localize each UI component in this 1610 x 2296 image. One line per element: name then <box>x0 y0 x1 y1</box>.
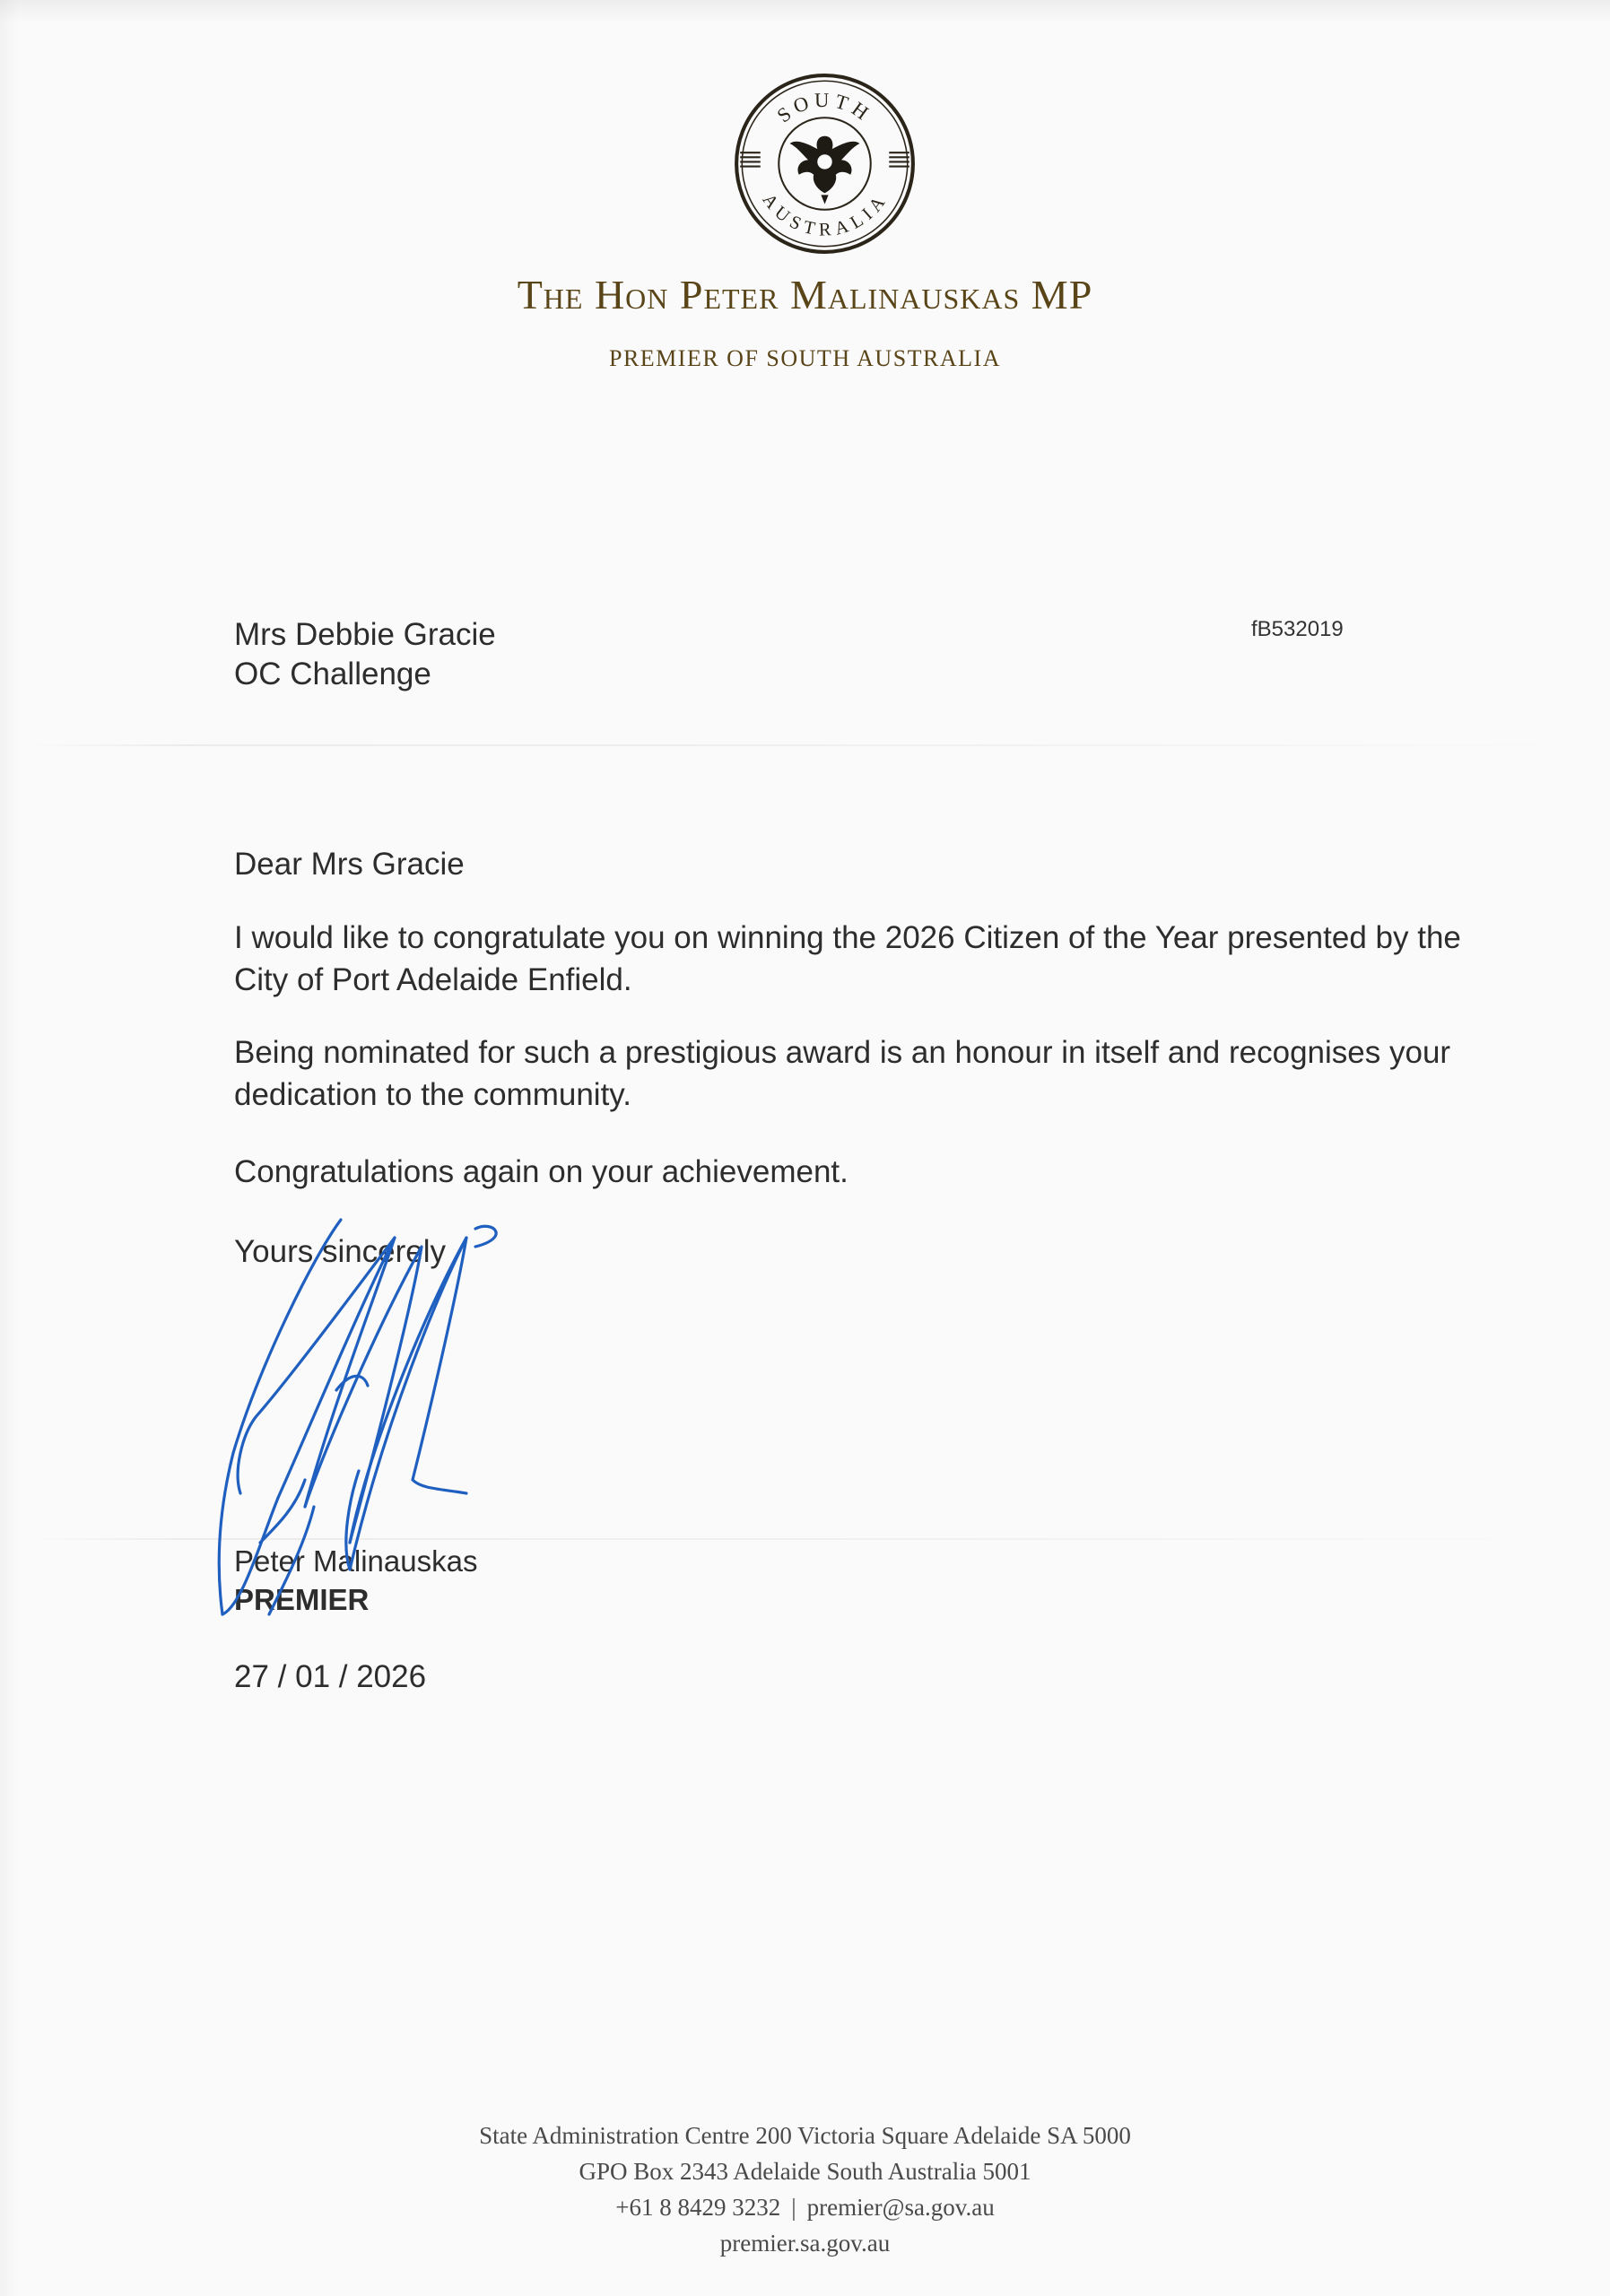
footer-address-line: GPO Box 2343 Adelaide South Australia 5001 <box>579 2158 1031 2185</box>
letter-paragraph: I would like to congratulate you on winning the 2026 Citizen of the Year presented by the City of Port Adelaide Enfield. <box>234 920 1461 997</box>
piping-shrike-emblem-icon <box>790 136 860 204</box>
svg-text:SOUTH <box>773 89 877 127</box>
footer-contact-line <box>0 2194 1610 2222</box>
footer-address-line: State Administration Centre 200 Victoria Square Adelaide SA 5000 <box>479 2122 1131 2149</box>
footer-email-link[interactable]: premier@sa.gov.au <box>806 2194 995 2221</box>
south-australia-seal-icon <box>733 72 917 256</box>
recipient-organisation: OC Challenge <box>234 657 431 691</box>
seal-top-text: SOUTH <box>772 88 877 127</box>
closing: Yours sincerely <box>234 1234 447 1269</box>
signatory-name: Peter Malinauskas <box>234 1544 478 1578</box>
footer-phone: +61 8 8429 3232 <box>615 2194 781 2221</box>
paper-fold-line <box>27 744 1588 746</box>
recipient-name: Mrs Debbie Gracie <box>234 617 496 652</box>
salutation: Dear Mrs Gracie <box>234 847 465 882</box>
letter-date: 27 / 01 / 2026 <box>234 1659 427 1694</box>
signatory-role: PREMIER <box>234 1583 370 1616</box>
reference-number: fB532019 <box>1251 617 1344 641</box>
footer-website-link[interactable]: premier.sa.gov.au <box>719 2230 891 2257</box>
letterhead-title: PREMIER OF SOUTH AUSTRALIA <box>609 345 1001 371</box>
letterhead-name: The Hon Peter Malinauskas MP <box>517 272 1093 317</box>
handwritten-signature-icon <box>206 1184 628 1632</box>
letter-paragraph: Congratulations again on your achievement. <box>234 1154 849 1189</box>
letter-paragraph: Being nominated for such a prestigious award is an honour in itself and recognises your dedication to the community. <box>234 1035 1451 1112</box>
footer-separator: | <box>791 2194 796 2221</box>
seal-bottom-text: AUSTRALIA <box>758 190 892 240</box>
